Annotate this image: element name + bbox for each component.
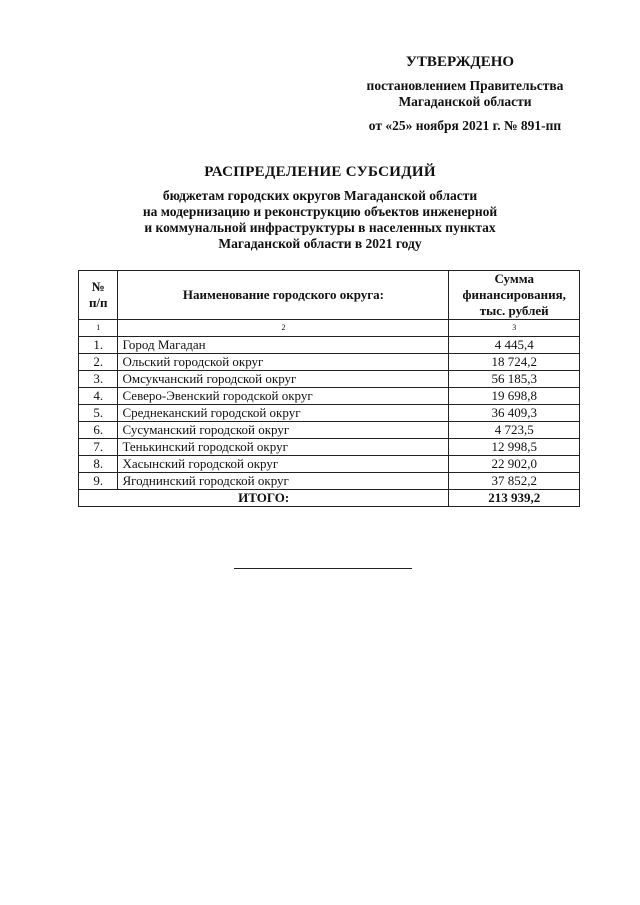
header-num-label: п/п — [88, 295, 108, 310]
row-name: Тенькинский городской округ — [118, 439, 449, 456]
row-name: Среднеканский городской округ — [118, 405, 449, 422]
header-sum — [449, 271, 580, 320]
table-row — [79, 371, 580, 388]
document-subtitle-line: и коммунальной инфраструктуры в населенных пунктах — [144, 220, 496, 235]
header-sum-line: финансирования, — [462, 287, 566, 302]
total-label: ИТОГО: — [79, 490, 449, 507]
row-sum: 19 698,8 — [449, 388, 580, 405]
row-num: 9. — [79, 473, 118, 490]
total-sum: 213 939,2 — [449, 490, 580, 507]
table-row — [79, 456, 580, 473]
row-num: 6. — [79, 422, 118, 439]
document-subtitle-line: бюджетам городских округов Магаданской области — [162, 188, 478, 203]
header-sum-line: Сумма — [494, 271, 534, 286]
row-name: Ягоднинский городской округ — [118, 473, 449, 490]
column-number: 2 — [118, 320, 449, 337]
approval-line-region: Магаданской области — [398, 94, 532, 109]
row-sum: 4 445,4 — [449, 337, 580, 354]
row-sum: 4 723,5 — [449, 422, 580, 439]
row-sum: 12 998,5 — [449, 439, 580, 456]
table-total-row — [79, 490, 580, 507]
row-name: Город Магадан — [118, 337, 449, 354]
row-num: 7. — [79, 439, 118, 456]
column-number: 1 — [79, 320, 118, 337]
row-num: 3. — [79, 371, 118, 388]
document-title: РАСПРЕДЕЛЕНИЕ СУБСИДИЙ — [204, 164, 436, 180]
row-sum: 22 902,0 — [449, 456, 580, 473]
closing-divider — [234, 568, 412, 569]
header-num-symbol: № — [91, 279, 105, 294]
row-num: 8. — [79, 456, 118, 473]
row-name: Сусуманский городской округ — [118, 422, 449, 439]
header-sum-line: тыс. рублей — [479, 303, 549, 318]
row-name: Ольский городской округ — [118, 354, 449, 371]
table-row — [79, 354, 580, 371]
row-sum: 37 852,2 — [449, 473, 580, 490]
document-subtitle-line: на модернизацию и реконструкцию объектов инженерной — [142, 204, 498, 219]
table-row — [79, 439, 580, 456]
row-sum: 18 724,2 — [449, 354, 580, 371]
document-subtitle-line: Магаданской области в 2021 году — [218, 236, 422, 251]
row-sum: 56 185,3 — [449, 371, 580, 388]
approval-line-decree: постановлением Правительства — [366, 78, 564, 93]
row-name: Северо-Эвенский городской округ — [118, 388, 449, 405]
approval-line-date: от «25» ноября 2021 г. № 891-пп — [368, 118, 562, 133]
row-sum: 36 409,3 — [449, 405, 580, 422]
column-number: 3 — [449, 320, 580, 337]
approval-title: УТВЕРЖДЕНО — [405, 54, 515, 70]
row-num: 4. — [79, 388, 118, 405]
table-header-row — [79, 271, 580, 320]
table-row — [79, 388, 580, 405]
row-num: 1. — [79, 337, 118, 354]
table-row — [79, 337, 580, 354]
subsidy-distribution-table — [78, 270, 580, 507]
header-num — [79, 271, 118, 320]
row-name: Омсукчанский городской округ — [118, 371, 449, 388]
column-number-row — [79, 320, 580, 337]
table-row — [79, 422, 580, 439]
table-row — [79, 405, 580, 422]
header-name: Наименование городского округа: — [118, 271, 449, 320]
row-name: Хасынский городской округ — [118, 456, 449, 473]
row-num: 5. — [79, 405, 118, 422]
table-row — [79, 473, 580, 490]
row-num: 2. — [79, 354, 118, 371]
